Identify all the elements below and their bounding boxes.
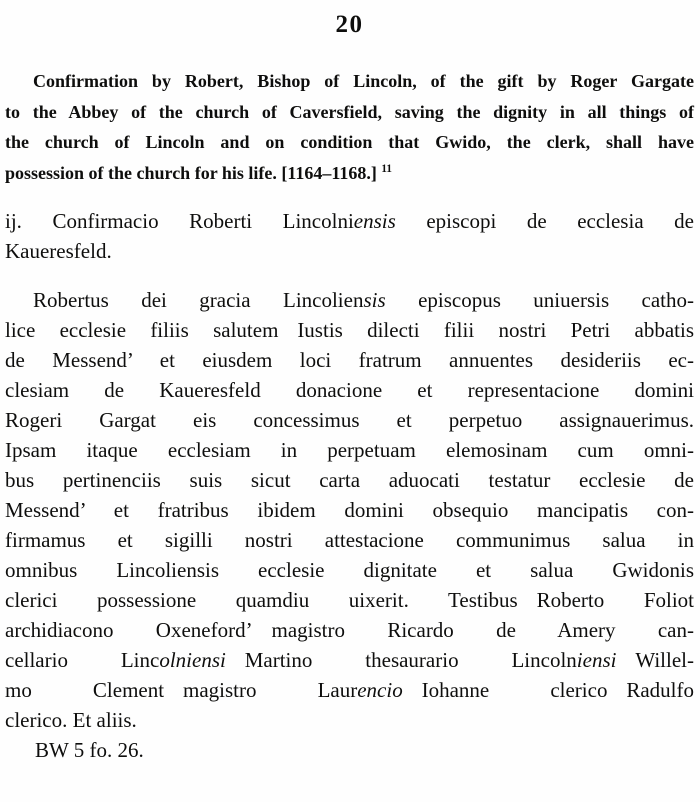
text-segment: Ipsam itaque ecclesiam in perpetuam elemosinam cum omni- <box>5 438 694 462</box>
text-segment: magistro Ricardo de Amery can- <box>271 618 694 642</box>
text-segment: Willel- <box>635 648 694 672</box>
text-segment: to the Abbey of the church of Caversfield, saving the dignity in all things of <box>5 101 694 122</box>
text-segment: clerico. Et aliis. <box>5 708 137 732</box>
text-line <box>5 206 694 236</box>
text-segment: archidiacono Oxeneford’ <box>5 618 253 642</box>
source-reference: BW 5 fo. 26. <box>35 738 144 762</box>
text-line <box>5 645 694 675</box>
text-segment: Roberto Foliot <box>536 588 695 612</box>
text-segment: Radulfo <box>626 678 694 702</box>
italic-text-segment: ensis <box>353 209 396 233</box>
text-segment: omnibus Lincoliensis ecclesie dignitate et salua Gwidonis <box>5 558 694 582</box>
text-segment: bus pertinenciis suis sicut carta aduocati testatur ecclesie de <box>5 468 694 492</box>
text-segment: Iustis dilecti filii nostri Petri abbatis <box>297 318 695 342</box>
text-line <box>5 555 694 585</box>
text-line <box>5 615 694 645</box>
text-segment: lice ecclesie filiis salutem <box>5 318 279 342</box>
italic-text-segment: iensi <box>576 648 617 672</box>
text-line <box>5 705 694 735</box>
text-segment: de Messend’ et eiusdem loci fratrum annuentes desideriis ec- <box>5 348 694 372</box>
text-line <box>5 405 694 435</box>
text-segment: magistro Laur <box>182 678 358 702</box>
text-line <box>5 675 694 705</box>
italic-text-segment: olniensi <box>159 648 226 672</box>
text-segment: possession of the church for his life. [1164–1168.] <box>5 162 382 183</box>
text-segment: Rogeri Gargat eis concessimus et perpetuo assignauerimus. <box>5 408 694 432</box>
text-segment: firmamus et sigilli nostri attestacione communimus salua in <box>5 528 694 552</box>
italic-text-segment: sis <box>363 288 386 312</box>
text-line <box>5 97 694 128</box>
text-segment: clerici possessione quamdiu uixerit. Testibus <box>5 588 518 612</box>
text-segment: clesiam de Kaueresfeld donacione et representacione domini <box>5 378 694 402</box>
charter-summary-paragraph <box>5 66 694 188</box>
text-line <box>5 375 694 405</box>
text-segment: cellario Linc <box>5 648 160 672</box>
text-segment: the church of Lincoln and on condition that Gwido, the clerk, shall have <box>5 132 694 152</box>
text-line <box>5 127 694 158</box>
text-line <box>5 495 694 525</box>
text-line <box>5 66 694 97</box>
text-line <box>5 285 694 315</box>
footnote-reference: 11 <box>381 162 392 175</box>
text-segment: episcopus uniuersis catho- <box>385 288 694 312</box>
charter-body-paragraph <box>5 285 694 735</box>
text-segment: Confirmation by Robert, Bishop of Lincoln, of the gift by Roger Gargate <box>33 71 694 91</box>
text-line <box>5 315 694 345</box>
text-segment: Iohanne clerico <box>421 678 608 702</box>
text-line <box>5 345 694 375</box>
italic-text-segment: encio <box>357 678 403 702</box>
text-segment: Messend’ et fratribus ibidem domini obsequio mancipatis con- <box>5 498 694 522</box>
text-segment: Kaueresfeld. <box>5 239 112 263</box>
text-line <box>5 158 694 189</box>
page-number: 20 <box>335 11 364 38</box>
text-line <box>5 585 694 615</box>
text-segment: mo Clement <box>5 678 165 702</box>
text-line <box>5 435 694 465</box>
text-line <box>5 236 694 266</box>
text-line <box>5 525 694 555</box>
text-line <box>5 465 694 495</box>
text-segment: episcopi de ecclesia de <box>395 209 694 233</box>
charter-heading <box>5 206 694 266</box>
text-segment: Martino thesaurario Lincoln <box>244 648 577 672</box>
text-segment: ij. Confirmacio Roberti Lincolni <box>5 209 354 233</box>
text-segment: Robertus dei gracia Lincolien <box>33 288 364 312</box>
